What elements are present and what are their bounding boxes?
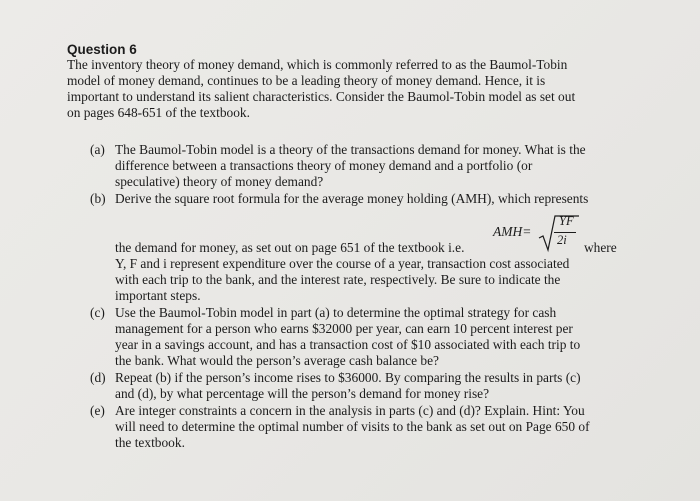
formula-where: where	[584, 240, 617, 255]
part-b-label: (b)	[90, 191, 106, 206]
intro-line: important to understand its salient characteristics. Consider the Baumol-Tobin model as set out	[67, 89, 576, 104]
part-a-line: The Baumol-Tobin model is a theory of the transactions demand for money. What is the	[115, 142, 586, 157]
part-d-line: and (d), by what percentage will the person’s demand for money rise?	[115, 386, 490, 401]
part-c-line: the bank. What would the person’s average cash balance be?	[115, 353, 439, 368]
part-e-line: the textbook.	[115, 435, 185, 450]
formula-lhs: AMH=	[493, 224, 532, 239]
intro-line: model of money demand, continues to be a leading theory of money demand. Hence, it is	[67, 73, 546, 88]
part-a-line: difference between a transactions theory of money demand and a portfolio (or	[115, 158, 533, 173]
part-d-label: (d)	[90, 370, 106, 385]
intro-line: The inventory theory of money demand, which is commonly referred to as the Baumol-Tobin	[67, 57, 568, 72]
part-e-line: will need to determine the optimal number of visits to the bank as set out on Page 650 of	[115, 419, 590, 434]
part-e-label: (e)	[90, 403, 105, 418]
question-heading: Question 6	[67, 42, 137, 57]
part-e-line: Are integer constraints a concern in the analysis in parts (c) and (d)? Explain. Hint: You	[115, 403, 585, 418]
part-b-line: with each trip to the bank, and the interest rate, respectively. Be sure to indicate the	[115, 272, 561, 287]
part-b-line: Derive the square root formula for the average money holding (AMH), which represents	[115, 191, 589, 206]
part-b-line: important steps.	[115, 288, 201, 303]
part-a-label: (a)	[90, 142, 105, 157]
part-c-line: management for a person who earns $32000 per year, can earn 10 percent interest per	[115, 321, 573, 336]
part-b-line: the demand for money, as set out on page 651 of the textbook i.e.	[115, 240, 465, 255]
part-c-line: year in a savings account, and has a transaction cost of $10 associated with each trip to	[115, 337, 581, 352]
part-c-line: Use the Baumol-Tobin model in part (a) to determine the optimal strategy for cash	[115, 305, 557, 320]
part-c-label: (c)	[90, 305, 105, 320]
part-d-line: Repeat (b) if the person’s income rises to $36000. By comparing the results in parts (c)	[115, 370, 581, 385]
intro-line: on pages 648-651 of the textbook.	[67, 105, 250, 120]
part-b-line: Y, F and i represent expenditure over the course of a year, transaction cost associated	[115, 256, 570, 271]
formula-denominator: 2i	[557, 233, 567, 247]
formula-numerator: YF	[559, 214, 574, 228]
part-a-line: speculative) theory of money demand?	[115, 174, 324, 189]
